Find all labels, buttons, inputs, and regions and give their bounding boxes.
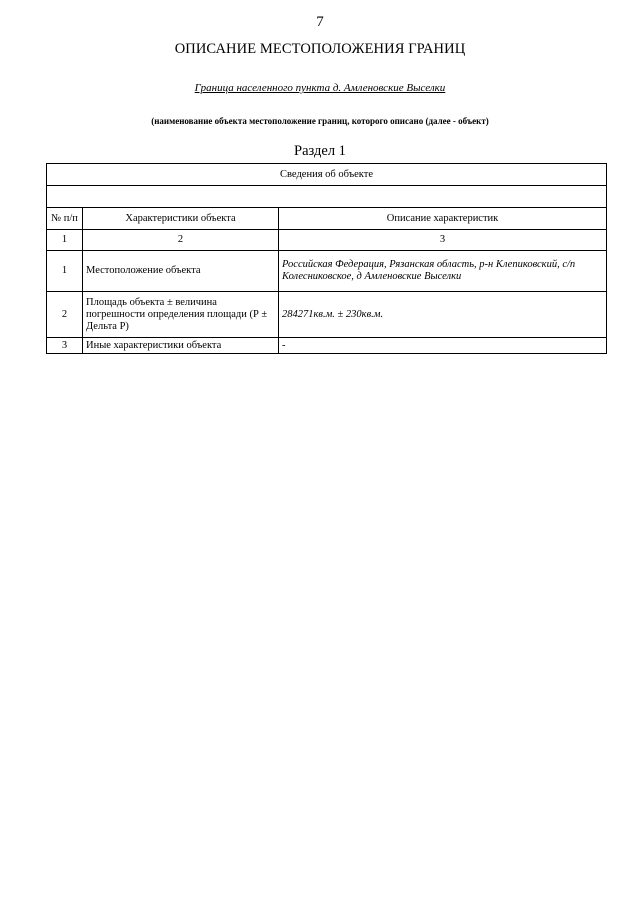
column-number-row xyxy=(47,230,607,251)
column-number-3: 3 xyxy=(279,230,607,251)
row-characteristic: Площадь объекта ± величина погрешности определения площади (Р ± Дельта Р) xyxy=(83,292,279,338)
document-title: ОПИСАНИЕ МЕСТОПОЛОЖЕНИЯ ГРАНИЦ xyxy=(174,41,466,57)
row-characteristic: Иные характеристики объекта xyxy=(83,338,279,354)
row-description: 284271кв.м. ± 230кв.м. xyxy=(279,292,607,338)
column-number-1: 1 xyxy=(47,230,83,251)
table-header: Сведения об объекте xyxy=(47,164,607,186)
object-caption: (наименование объекта местоположение границ, которого описано (далее - объект) xyxy=(151,116,489,126)
table-blank-row xyxy=(47,186,607,208)
row-number: 3 xyxy=(47,338,83,354)
table-row xyxy=(47,292,607,338)
object-name: Граница населенного пункта д. Амленовские Выселки xyxy=(194,82,446,94)
row-description: Российская Федерация, Рязанская область, р-н Клепиковский, с/п Колесниковское, д Амленовские Выселки xyxy=(279,251,607,292)
page-number: 7 xyxy=(316,14,324,30)
column-header-description: Описание характеристик xyxy=(279,208,607,230)
column-header-row xyxy=(47,208,607,230)
column-header-num: № п/п xyxy=(47,208,83,230)
object-info-table xyxy=(46,163,607,354)
row-number: 1 xyxy=(47,251,83,292)
row-characteristic: Местоположение объекта xyxy=(83,251,279,292)
section-title: Раздел 1 xyxy=(294,143,346,159)
row-description: - xyxy=(279,338,607,354)
column-number-2: 2 xyxy=(83,230,279,251)
column-header-characteristic: Характеристики объекта xyxy=(83,208,279,230)
table-row xyxy=(47,251,607,292)
table-row xyxy=(47,338,607,354)
row-number: 2 xyxy=(47,292,83,338)
table-header-row xyxy=(47,164,607,186)
table-blank-cell xyxy=(47,186,607,208)
